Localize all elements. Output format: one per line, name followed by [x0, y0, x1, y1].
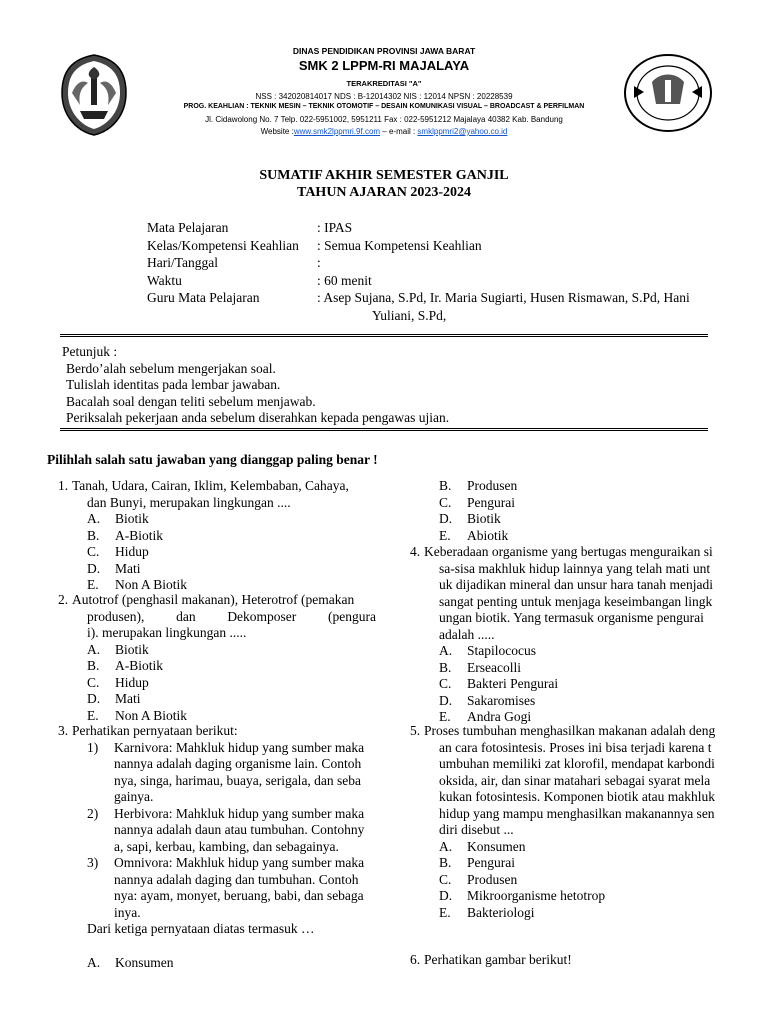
question-2: [58, 592, 376, 724]
question-number: 3.: [58, 723, 69, 738]
exam-info: [147, 219, 768, 324]
instruction-item: Berdo’alah sebelum mengerjakan soal.: [66, 360, 276, 376]
question-3: 3. Perhatikan pernyataan berikut: 1) Karnivora: Mahkluk hidup yang sumber maka nannya adalah daging organisme lain. Contoh nya, singa, harimau, buaya, serigala, dan seba gainya. 2) Herbivora: Mahkluk hidup yang sumber maka nannya adalah daun atau tumbuhan. Contohny a, sapi, kerbau, kambing, dan sebagainya. 3) Omnivora: Makhluk hidup yang sumber maka nannya adalah daging dan tumbuhan. Contoh nya: ayam, monyet, beruang, babi, dan sebaga inya. Dari ketiga pernyataan diatas termasuk … A. Konsumen: [58, 723, 376, 971]
info-value: : 60 menit: [317, 272, 372, 288]
option[interactable]: D. Mati: [87, 560, 141, 576]
instructions-title: Petunjuk :: [62, 344, 118, 359]
question-text: Autotrof (penghasil makanan), Heterotrof (pemakan: [72, 592, 355, 607]
question-1: [58, 478, 376, 594]
west-java-logo: [58, 53, 130, 137]
info-value: : IPAS: [317, 220, 353, 235]
question-4: 4. Keberadaan organisme yang bertugas menguraikan si sa-sisa makhluk hidup lainnya yang telah mati unt uk dijadikan mineral dan unsur hara tanah menjadi sangat penting untuk menjaga keseimbangan lingk ungan biotik. Yang termasuk organisme pengurai adalah ..... A. Stapilococus B. Erseacolli C. Bakteri Pengurai D. Sakaromises E. Andra Gogi: [410, 544, 728, 726]
school-name: SMK 2 LPPM-RI MAJALAYA: [298, 58, 470, 73]
answer-instruction: Pilihlah salah satu jawaban yang dianggap paling benar !: [47, 452, 378, 467]
option[interactable]: E. Andra Gogi: [439, 709, 532, 724]
option[interactable]: D. Biotik: [439, 511, 501, 526]
divider: [60, 428, 708, 431]
statement: Herbivora: Mahkluk hidup yang sumber maka: [114, 805, 365, 821]
question-text: Perhatikan gambar berikut!: [424, 952, 572, 967]
option[interactable]: C. Hidup: [87, 544, 149, 559]
instruction-item: Periksalah pekerjaan anda sebelum diserahkan kepada pengawas ujian.: [66, 410, 450, 425]
question-number: 2.: [58, 592, 69, 607]
question-3-options-cont: [439, 478, 729, 544]
school-ids: NSS : 342020814017 NDS : B-12014302 NIS : 12014 NPSN : 20228539: [255, 92, 513, 101]
school-logo: [622, 52, 714, 134]
instruction-item: Tulislah identitas pada lembar jawaban.: [66, 377, 281, 392]
option[interactable]: C. Pengurai: [439, 494, 515, 510]
question-number: 6.: [410, 952, 421, 967]
question-text: i). merupakan lingkungan .....: [87, 625, 247, 640]
option[interactable]: D. Mikroorganisme hetotrop: [439, 888, 606, 903]
website-label: Website :: [260, 127, 294, 136]
question-text: dan Bunyi, merupakan lingkungan ....: [87, 494, 291, 510]
address: Jl. Cidawolong No. 7 Telp. 022-5951002, 5951211 Fax : 022-5951212 Majalaya 40382 Kab. Bandung: [205, 115, 563, 124]
question-text: Tanah, Udara, Cairan, Iklim, Kelembaban, Cahaya,: [72, 478, 349, 493]
info-value-cont: Yuliani, S.Pd,: [372, 307, 447, 323]
question-text: Keberadaan organisme yang bertugas menguraikan si: [424, 544, 713, 559]
question-number: 1.: [58, 478, 69, 493]
option[interactable]: A. Biotik: [87, 511, 149, 526]
info-key: Mata Pelajaran: [147, 220, 229, 235]
question-number: 4.: [410, 544, 421, 559]
info-key: Kelas/Kompetensi Keahlian: [147, 237, 299, 253]
instruction-item: Bacalah soal dengan teliti sebelum menjawab.: [66, 393, 316, 409]
option[interactable]: E. Abiotik: [439, 527, 509, 543]
statement: Omnivora: Makhluk hidup yang sumber maka: [114, 855, 365, 870]
question-text: produsen), dan Dekomposer (pengura: [87, 608, 376, 624]
option[interactable]: B. Erseacolli: [439, 659, 521, 675]
question-5: 5. Proses tumbuhan menghasilkan makanan adalah deng an cara fotosintesis. Proses ini bisa terjadi karena t umbuhan memiliki zat klorofil, mendapat karbondi oksida, air, dan sinar matahari sebagai syarat mela kukan fotosintesis. Komponen biotik atau makhluk hidup yang mampu menghasilkan makanannya sen diri disebut ... A. Konsumen B. Pengurai C. Produsen D. Mikroorganisme hetotrop E. Bakteriologi: [410, 723, 728, 921]
divider: [60, 334, 708, 337]
question-text: Proses tumbuhan menghasilkan makanan adalah deng: [424, 723, 716, 738]
question-text: Dari ketiga pernyataan diatas termasuk …: [87, 921, 315, 936]
option[interactable]: B. Pengurai: [439, 855, 515, 870]
option[interactable]: A. Konsumen: [439, 838, 526, 854]
option[interactable]: C. Produsen: [439, 871, 518, 887]
info-value: :: [317, 255, 321, 270]
option[interactable]: D. Sakaromises: [439, 692, 536, 708]
email-link[interactable]: smklppmri2@yahoo.co.id: [417, 127, 508, 136]
statement: Karnivora: Mahkluk hidup yang sumber maka: [114, 739, 365, 755]
question-6: [410, 952, 728, 969]
email-label: – e-mail :: [380, 127, 418, 136]
option[interactable]: C. Hidup: [87, 674, 149, 690]
question-text: Perhatikan pernyataan berikut:: [72, 723, 238, 738]
website-link[interactable]: www.smk2lppmri.9f.com: [293, 127, 381, 136]
info-value: : Semua Kompetensi Keahlian: [317, 237, 482, 253]
option[interactable]: B. Produsen: [439, 478, 518, 493]
option[interactable]: A. Stapilococus: [439, 643, 536, 658]
info-value: : Asep Sujana, S.Pd, Ir. Maria Sugiarti, Husen Rismawan, S.Pd, Hani: [317, 290, 690, 305]
contact-line: [160, 127, 608, 136]
option[interactable]: A. Konsumen: [87, 954, 174, 970]
instructions-box: [62, 344, 449, 427]
accreditation: TERAKREDITASI "A": [346, 79, 422, 88]
programs: PROG. KEAHLIAN : TEKNIK MESIN – TEKNIK OTOMOTIF – DESAIN KOMUNIKASI VISUAL – BROADCAST & PERFILMAN: [183, 103, 585, 110]
agency-name: DINAS PENDIDIKAN PROVINSI JAWA BARAT: [292, 46, 476, 56]
option[interactable]: E. Non A Biotik: [87, 707, 188, 723]
question-number: 5.: [410, 723, 421, 738]
option[interactable]: B. A-Biotik: [87, 658, 164, 673]
option[interactable]: B. A-Biotik: [87, 527, 164, 543]
option[interactable]: E. Non A Biotik: [87, 577, 188, 592]
option[interactable]: C. Bakteri Pengurai: [439, 676, 559, 691]
option[interactable]: A. Biotik: [87, 641, 149, 657]
exam-year: TAHUN AJARAN 2023-2024: [297, 185, 471, 200]
option[interactable]: D. Mati: [87, 691, 141, 706]
info-key: Guru Mata Pelajaran: [147, 290, 260, 305]
exam-title: SUMATIF AKHIR SEMESTER GANJIL: [259, 168, 509, 183]
info-key: Hari/Tanggal: [147, 255, 219, 270]
option[interactable]: E. Bakteriologi: [439, 904, 535, 920]
info-key: Waktu: [147, 272, 182, 288]
